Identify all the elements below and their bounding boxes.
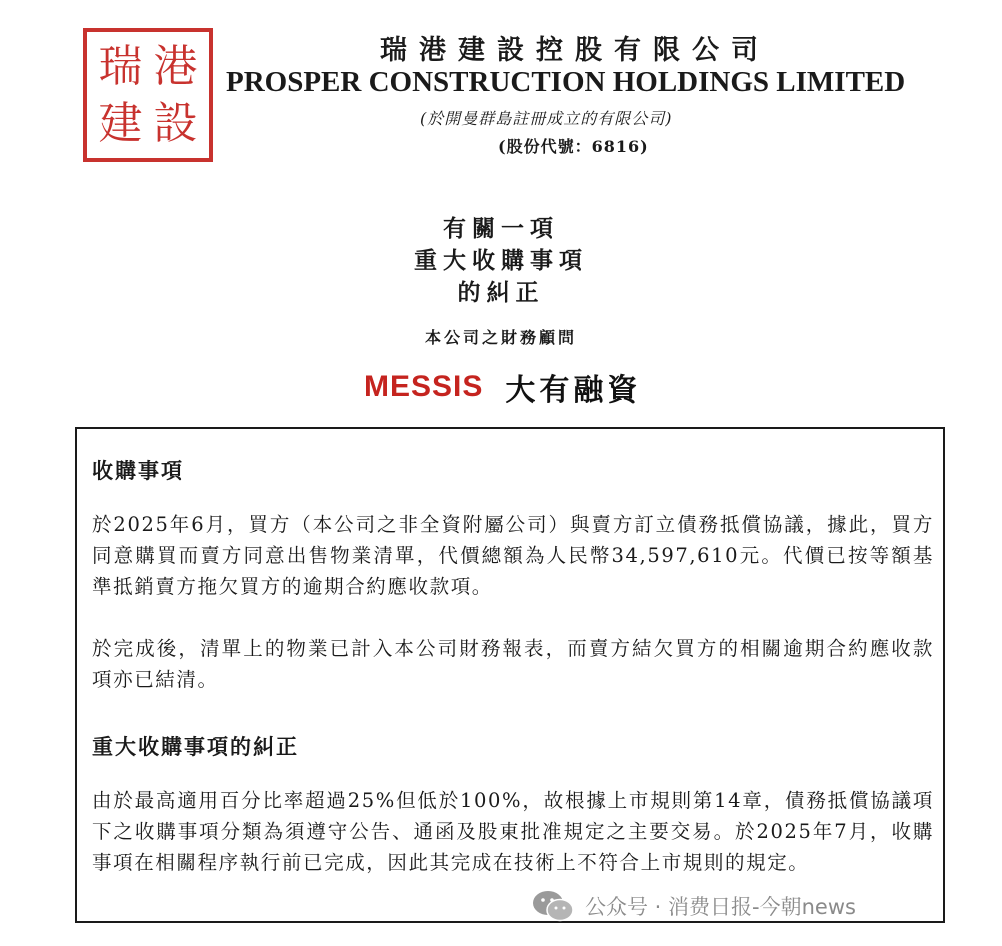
company-name-zh: 瑞港建設控股有限公司 [380,35,770,66]
title-line-3: 的糾正 [457,279,545,306]
adviser-name-en: MESSIS [364,370,484,403]
paragraph-completion: 於完成後，清單上的物業已計入本公司財務報表，而賣方結欠買方的相關逾期合約應收款項亦已結清。 [92,637,934,691]
paragraph-acquisition: 於2025年6月，買方（本公司之非全資附屬公司）與賣方訂立債務抵償協議，據此，買方同意購買而賣方同意出售物業清單，代價總額為人民幣34,597,610元。代價已按等額基準抵銷賣方拖欠買方的逾期合約應收款項。 [92,513,934,598]
seal-char: 設 [153,97,198,149]
title-line-2: 重大收購事項 [414,247,588,274]
paragraph-rectification: 由於最高適用百分比率超過25%但低於100%，故根據上市規則第14章，債務抵償協議項下之收購事項分類為須遵守公告、通函及股東批准規定之主要交易。於2025年7月，收購事項在相關程序執行前已完成，因此其完成在技術上不符合上市規則的規定。 [92,789,934,874]
title-line-1: 有關一項 [443,215,559,242]
seal-char: 建 [98,97,143,149]
watermark-text: 公众号 · 消费日报-今朝news [585,895,856,919]
stock-code: (股份代號：6816) [498,137,649,156]
announcement-box [75,427,945,923]
adviser-name-zh: 大有融資 [505,373,642,408]
company-seal [83,28,213,162]
section-title-rectification: 重大收購事項的糾正 [92,734,299,759]
wechat-icon [531,889,575,923]
adviser-logo [364,365,684,409]
section-title-acquisition: 收購事項 [92,458,184,483]
incorporation-note: (於開曼群島註冊成立的有限公司) [420,109,673,128]
adviser-label: 本公司之財務顧問 [424,328,577,347]
company-name-en: PROSPER CONSTRUCTION HOLDINGS LIMITED [226,66,906,98]
watermark [531,888,856,924]
seal-char: 港 [153,40,198,92]
seal-char: 瑞 [98,40,143,92]
